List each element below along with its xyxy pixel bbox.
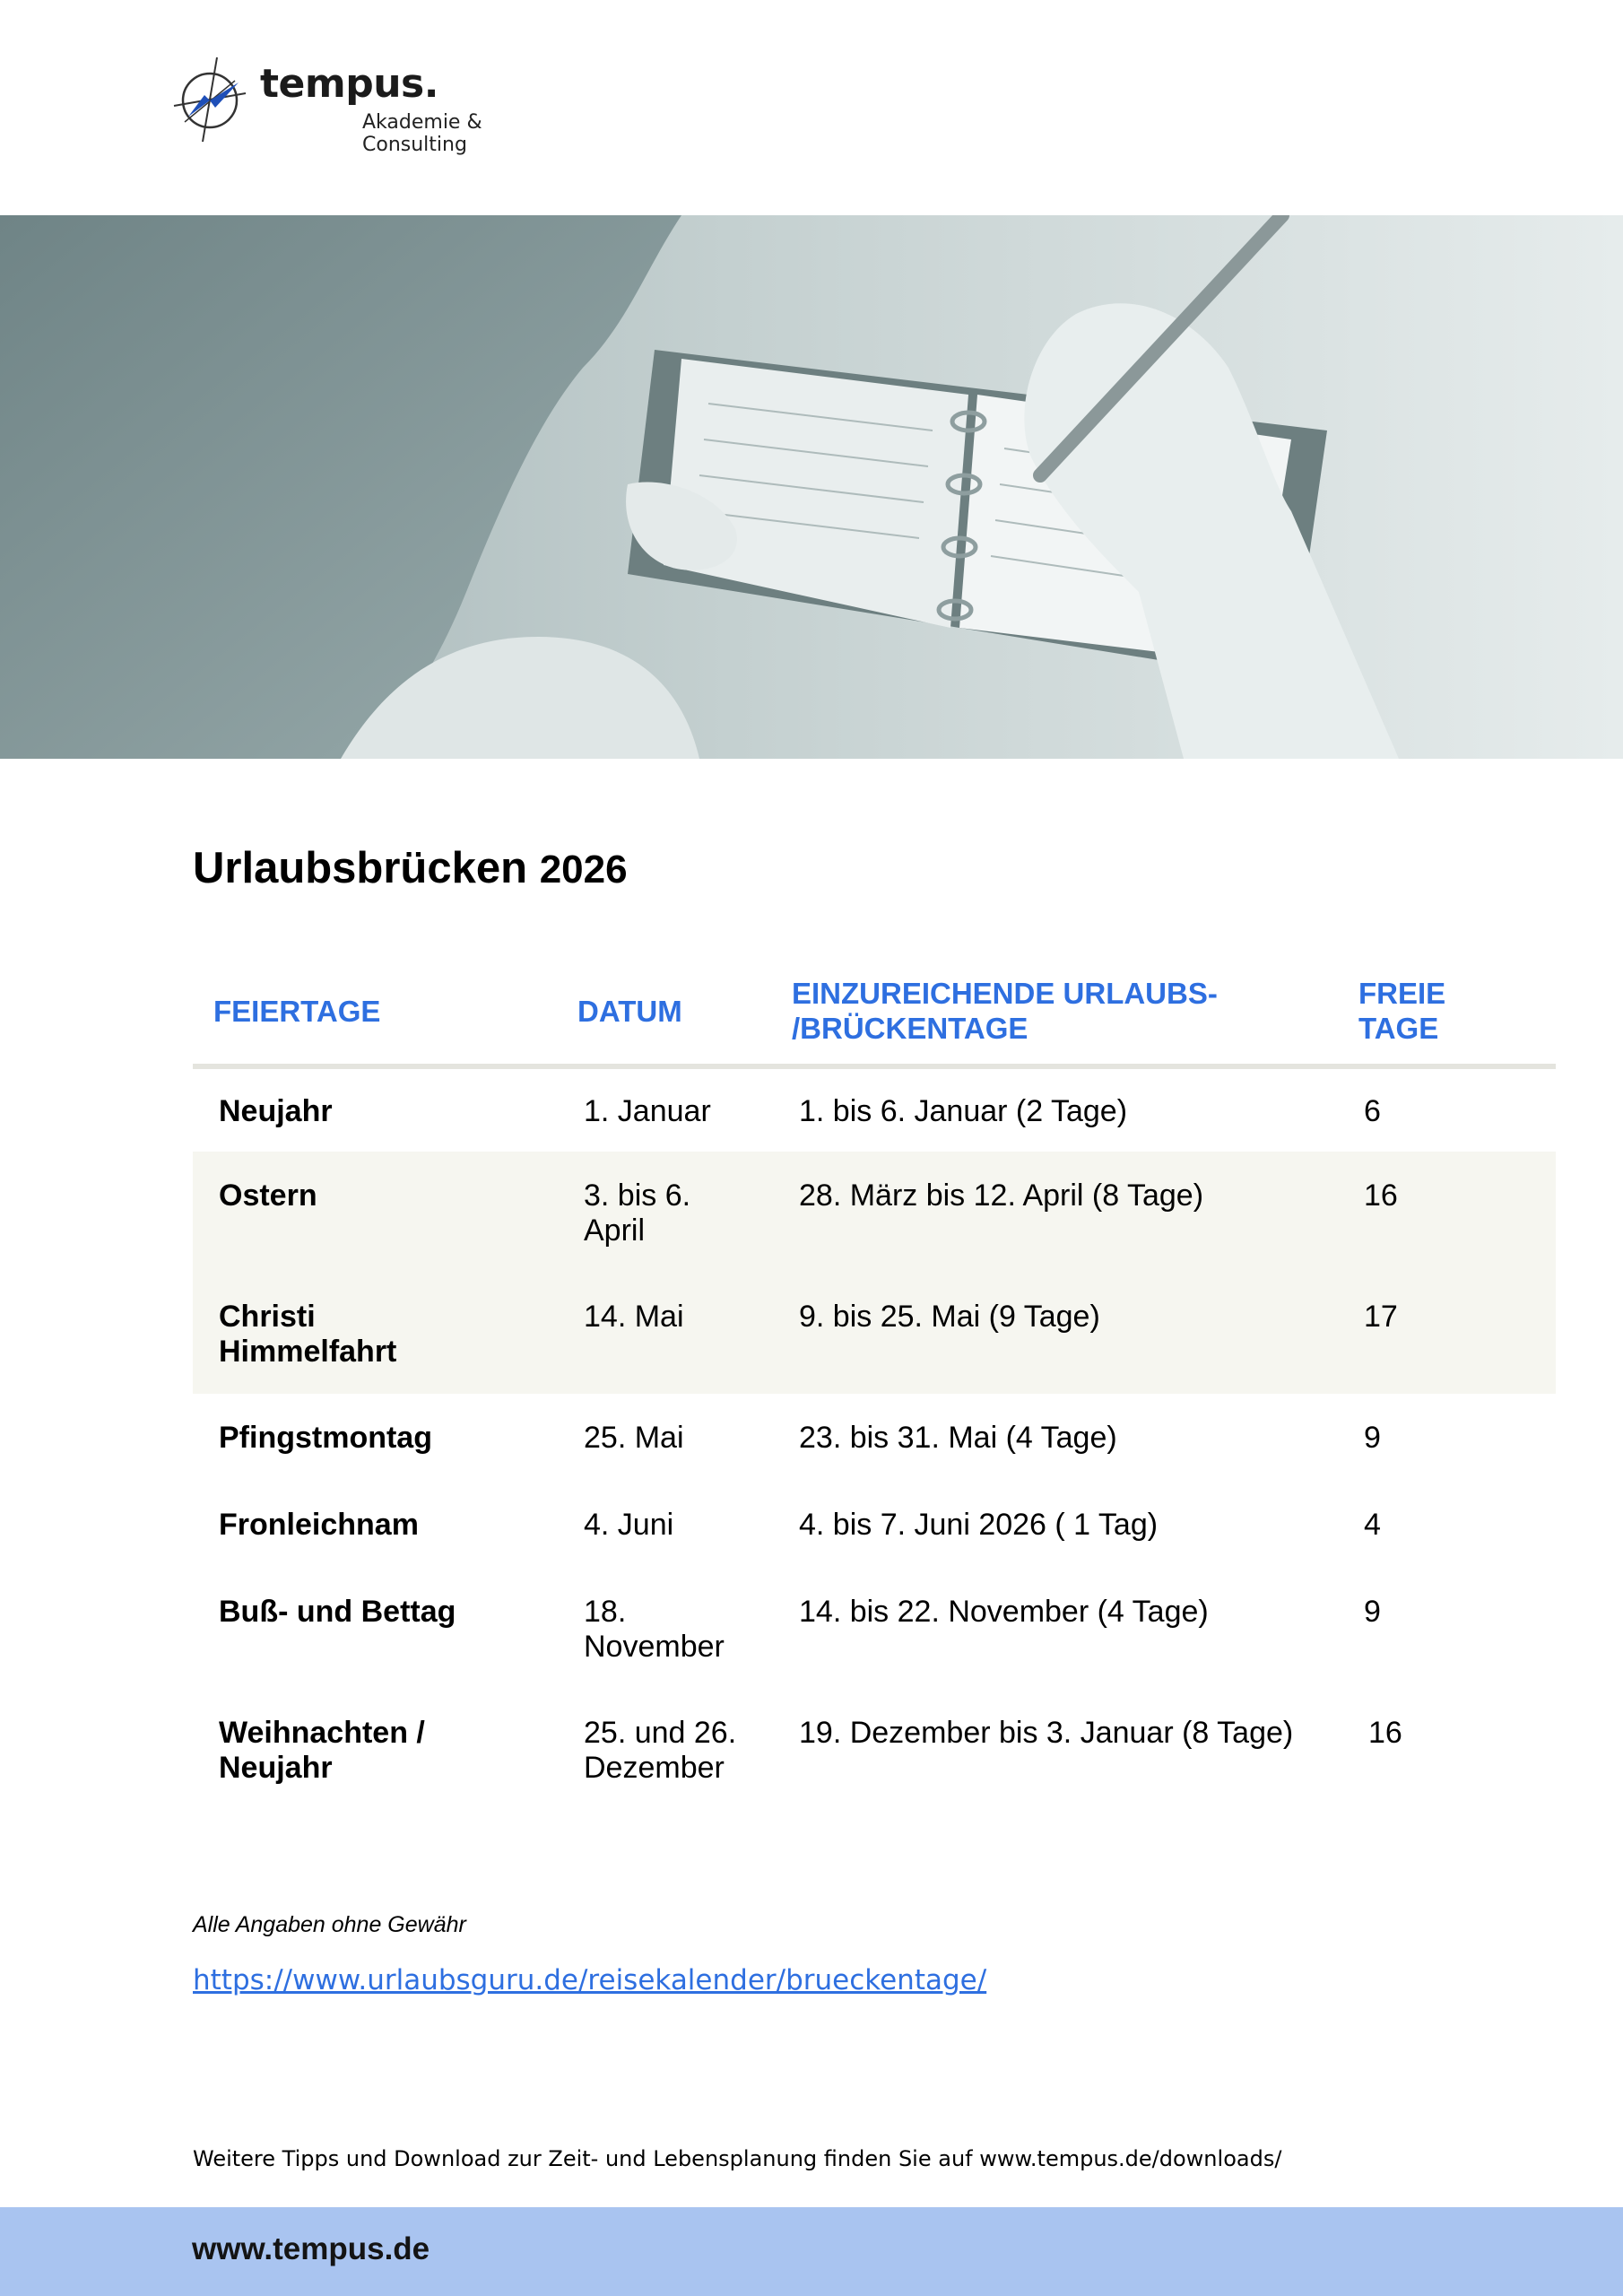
bridge-days: 19. Dezember bis 3. Januar (8 Tage) (799, 1716, 1294, 1750)
compass-logo-icon (170, 54, 249, 144)
header-feiertage: FEIERTAGE (213, 995, 381, 1028)
bridge-days: 4. bis 7. Juni 2026 ( 1 Tag) (799, 1508, 1159, 1542)
title-year: 2026 (539, 848, 628, 891)
header-freie-tage: FREIE TAGE (1358, 977, 1446, 1045)
header-datum: DATUM (577, 995, 682, 1028)
free-days: 4 (1364, 1508, 1381, 1542)
holiday-date: 3. bis 6. April (584, 1178, 691, 1248)
footer-url: www.tempus.de (192, 2231, 430, 2266)
title-main: Urlaubsbrücken (193, 844, 528, 892)
table-header (193, 967, 1556, 1069)
holiday-bridge-table (193, 967, 1556, 1805)
free-days: 6 (1364, 1094, 1381, 1128)
table-row (193, 1689, 1556, 1805)
page-title (193, 843, 628, 893)
holiday-name: Neujahr (219, 1094, 333, 1128)
holiday-date: 25. Mai (584, 1421, 684, 1455)
holiday-date: 1. Januar (584, 1094, 711, 1128)
bridge-days: 23. bis 31. Mai (4 Tage) (799, 1421, 1117, 1455)
table-row (193, 1481, 1556, 1568)
holiday-name: Fronleichnam (219, 1508, 419, 1542)
hero-image (0, 215, 1623, 759)
logo-wordmark: tempus. (260, 61, 438, 107)
bridge-days: 9. bis 25. Mai (9 Tage) (799, 1300, 1100, 1334)
disclaimer-note: Alle Angaben ohne Gewähr (193, 1912, 466, 1937)
holiday-date: 18. November (584, 1595, 725, 1664)
holiday-name: Christi Himmelfahrt (219, 1300, 397, 1369)
holiday-date: 14. Mai (584, 1300, 684, 1334)
holiday-name: Weihnachten / Neujahr (219, 1716, 425, 1785)
free-days: 9 (1364, 1421, 1381, 1455)
free-days: 16 (1368, 1716, 1402, 1750)
table-row-group-shaded (193, 1152, 1556, 1394)
logo-subtitle: Akademie & Consulting (362, 111, 482, 156)
footer-bar (0, 2207, 1623, 2296)
holiday-name: Ostern (219, 1178, 317, 1213)
source-link[interactable]: https://www.urlaubsguru.de/reisekalender/brueckentage/ (193, 1964, 987, 1996)
free-days: 16 (1364, 1178, 1398, 1213)
header-urlaubstage: EINZUREICHENDE URLAUBS- /BRÜCKENTAGE (792, 977, 1218, 1045)
table-row (193, 1568, 1556, 1689)
table-row (193, 1394, 1556, 1481)
bridge-days: 1. bis 6. Januar (2 Tage) (799, 1094, 1128, 1128)
bridge-days: 14. bis 22. November (4 Tage) (799, 1595, 1209, 1629)
tips-text: Weitere Tipps und Download zur Zeit- und Lebensplanung finden Sie auf www.tempus.de/downloads/ (193, 2146, 1282, 2171)
free-days: 9 (1364, 1595, 1381, 1629)
table-row (193, 1069, 1556, 1152)
holiday-date: 25. und 26. Dezember (584, 1716, 737, 1785)
holiday-name: Pfingstmontag (219, 1421, 432, 1455)
planner-writing-illustration (0, 215, 1623, 759)
tempus-logo (170, 54, 583, 156)
free-days: 17 (1364, 1300, 1398, 1334)
holiday-date: 4. Juni (584, 1508, 674, 1542)
holiday-name: Buß- und Bettag (219, 1595, 456, 1629)
bridge-days: 28. März bis 12. April (8 Tage) (799, 1178, 1204, 1213)
